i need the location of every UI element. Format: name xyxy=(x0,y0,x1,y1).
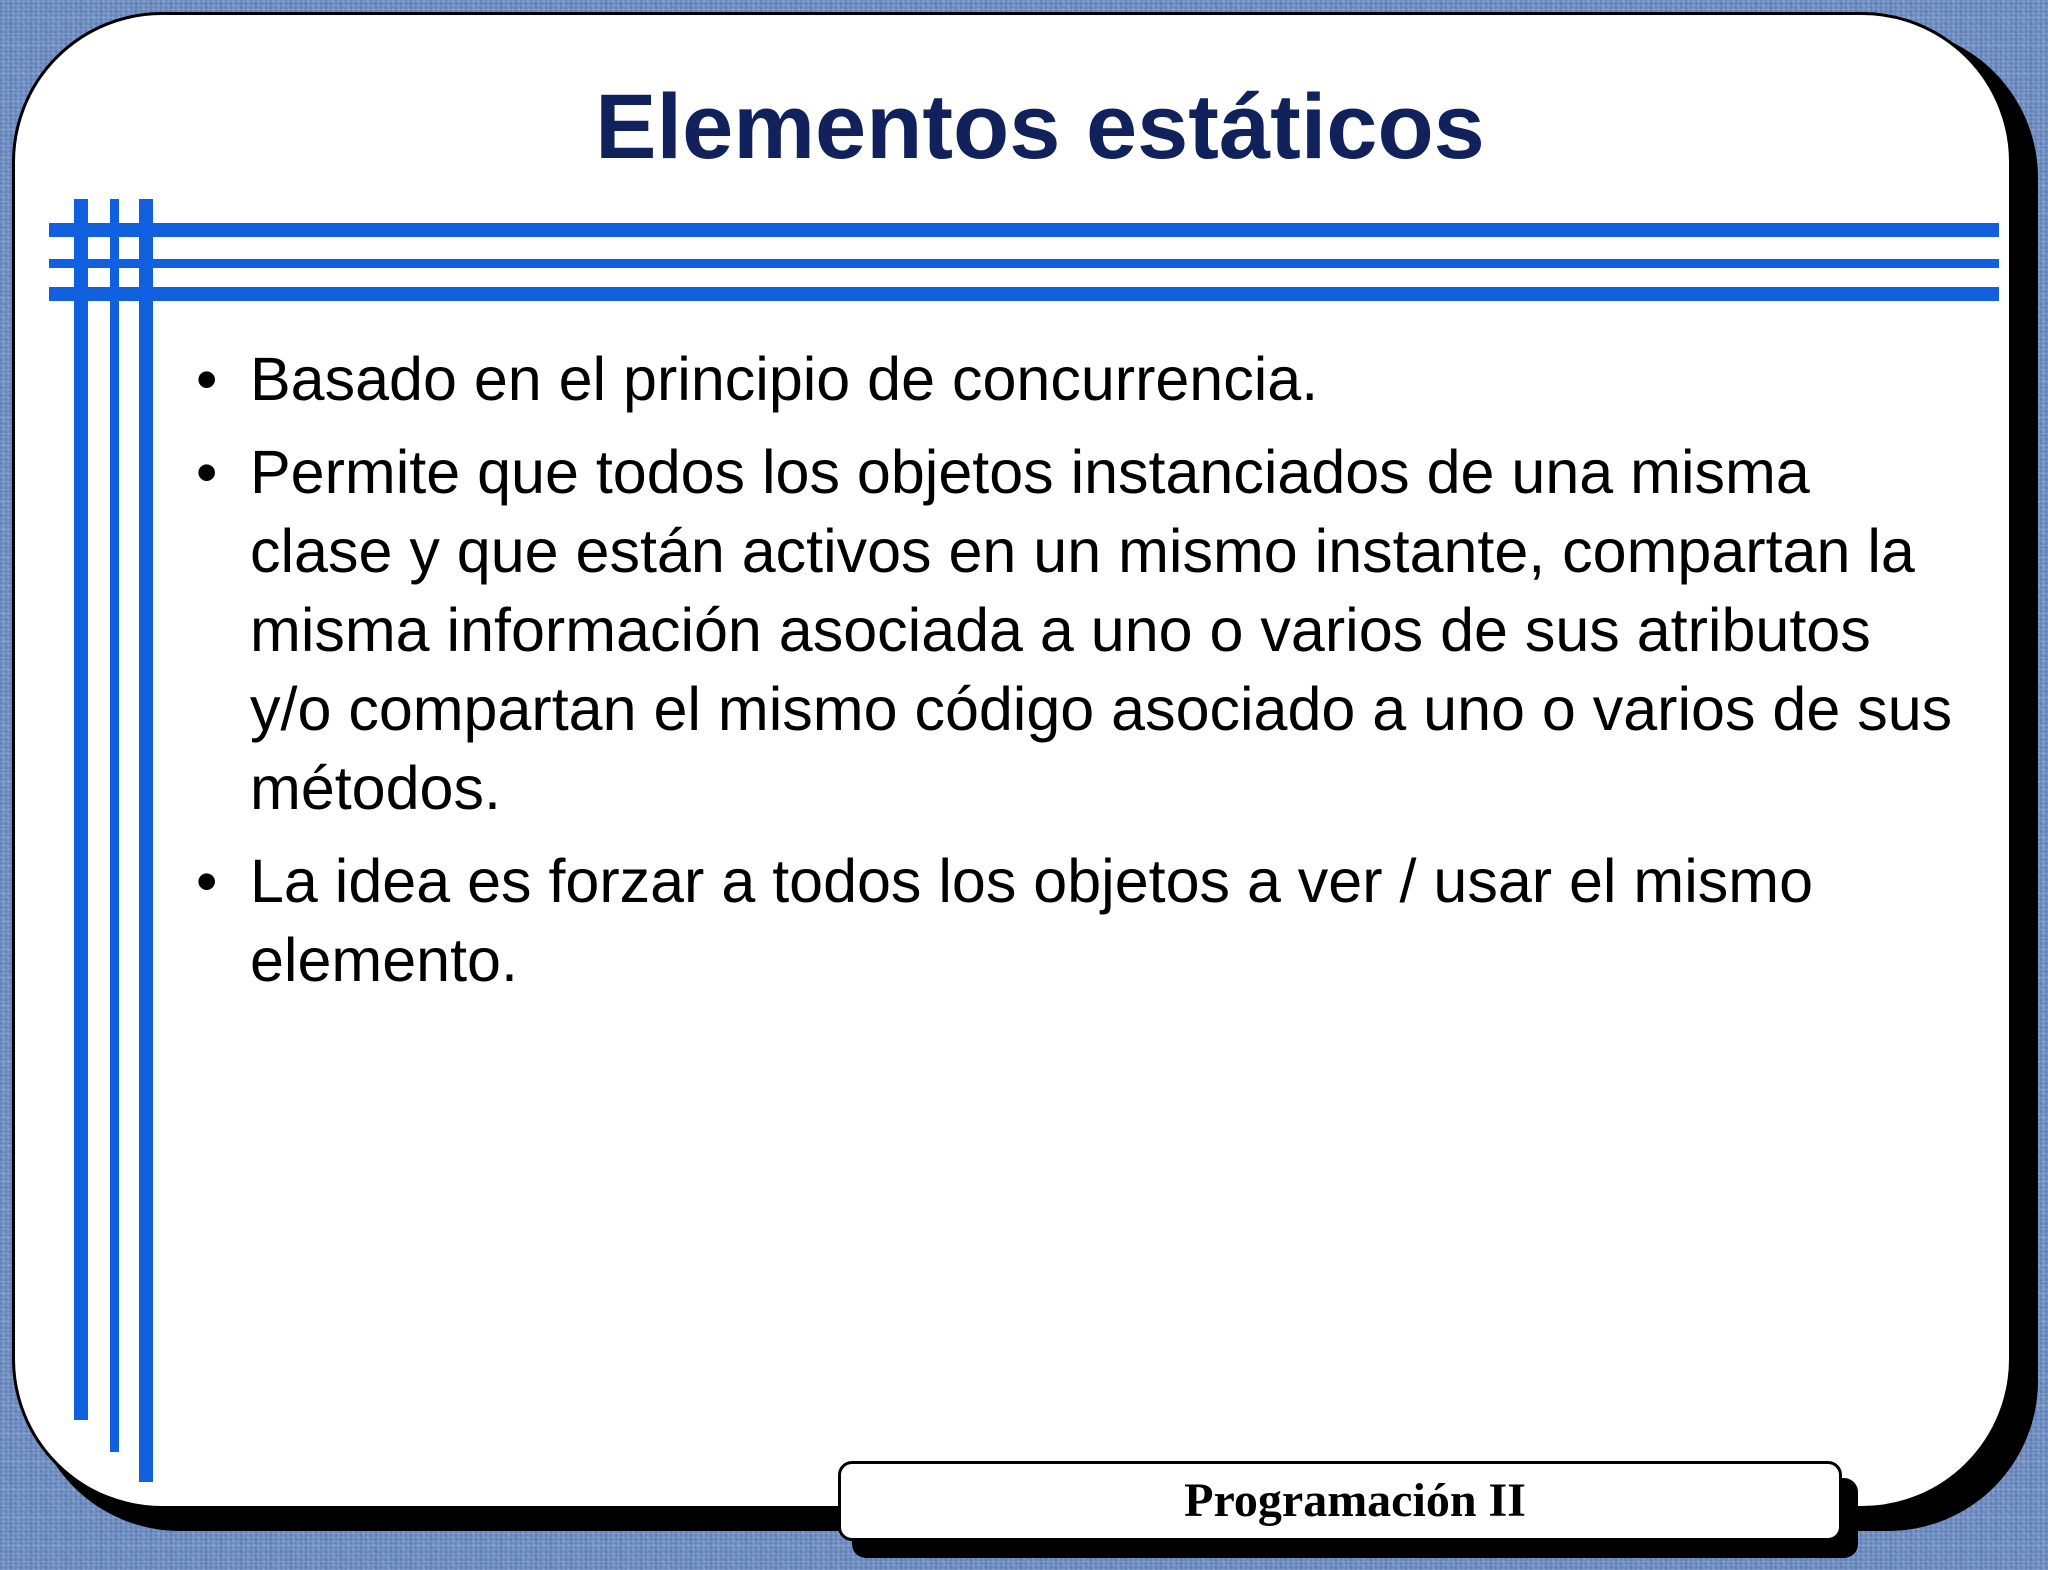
horizontal-stripe-top xyxy=(49,223,1999,237)
vertical-stripe-middle xyxy=(110,199,119,1452)
horizontal-stripe-middle xyxy=(49,259,1999,268)
list-item xyxy=(186,842,1956,1000)
footer-label: Programación II xyxy=(1184,1474,1526,1527)
bullet-dot-icon: • xyxy=(196,345,218,413)
list-item xyxy=(186,340,1956,419)
vertical-stripe-right xyxy=(139,199,153,1482)
list-item xyxy=(186,433,1956,828)
horizontal-stripe-bottom xyxy=(49,287,1999,301)
footer-box xyxy=(838,1461,1842,1541)
vertical-stripe-left xyxy=(74,199,88,1420)
bullet-text: La idea es forzar a todos los objetos a ver / usar el mismo elemento. xyxy=(250,847,1814,994)
bullet-dot-icon: • xyxy=(196,847,218,915)
slide-title: Elementos estáticos xyxy=(595,76,1485,178)
bullet-list xyxy=(186,340,1956,1014)
bullet-text: Permite que todos los objetos instanciados de una misma clase y que están activos en un mismo instante, compartan la misma información asociada a uno o varios de sus atributos y/o compartan el mismo código asociado a uno o varios de sus métodos. xyxy=(250,438,1953,822)
bullet-dot-icon: • xyxy=(196,438,218,506)
bullet-text: Basado en el principio de concurrencia. xyxy=(250,345,1319,413)
